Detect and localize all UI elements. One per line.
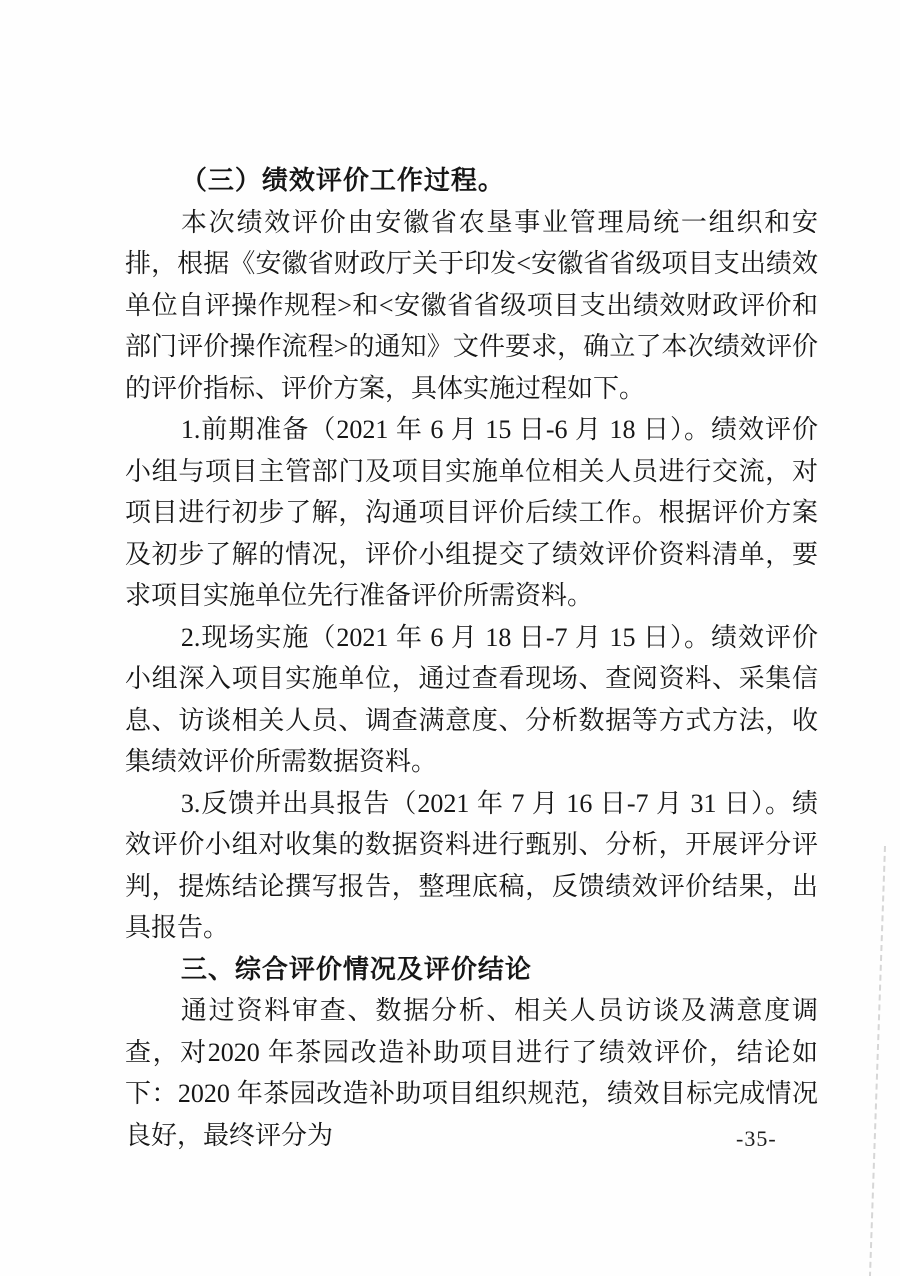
- paragraph-step-3-feedback-report: 3.反馈并出具报告（2021 年 7 月 16 日-7 月 31 日）。绩效评价小组对收集的数据资料进行甄别、分析，开展评分评判，提炼结论撰写报告，整理底稿，反馈绩效评价结果，出具报告。: [125, 788, 818, 942]
- paragraph-evaluation-basis: 本次绩效评价由安徽省农垦事业管理局统一组织和安排，根据《安徽省财政厅关于印发<安徽省省级项目支出绩效单位自评操作规程>和<安徽省省级项目支出绩效财政评价和部门评价操作流程>的通知》文件要求，确立了本次绩效评价的评价指标、评价方案，具体实施过程如下。: [125, 207, 818, 403]
- paragraph-step-1-preparation: 1.前期准备（2021 年 6 月 15 日-6 月 18 日）。绩效评价小组与项目主管部门及项目实施单位相关人员进行交流，对项目进行初步了解，沟通项目评价后续工作。根据评价方案及初步了解的情况，评价小组提交了绩效评价资料清单，要求项目实施单位先行准备评价所需资料。: [125, 415, 818, 610]
- page-number: -35-: [736, 1126, 777, 1151]
- paragraph-conclusion-summary: 通过资料审查、数据分析、相关人员访谈及满意度调查，对2020 年茶园改造补助项目进行了绩效评价，结论如下：2020 年茶园改造补助项目组织规范，绩效目标完成情况良好，最终评分为: [125, 996, 818, 1150]
- scan-artifact-dashed-line: [869, 846, 886, 1276]
- paragraph-step-2-onsite-implementation: 2.现场实施（2021 年 6 月 18 日-7 月 15 日）。绩效评价小组深入项目实施单位，通过查看现场、查阅资料、采集信息、访谈相关人员、调查满意度、分析数据等方式方法，收集绩效评价所需数据资料。: [125, 622, 818, 776]
- document-body: [125, 160, 818, 1156]
- section-heading-overall-conclusion: 三、综合评价情况及评价结论: [180, 954, 532, 984]
- section-heading-evaluation-work-process: （三）绩效评价工作过程。: [180, 166, 505, 195]
